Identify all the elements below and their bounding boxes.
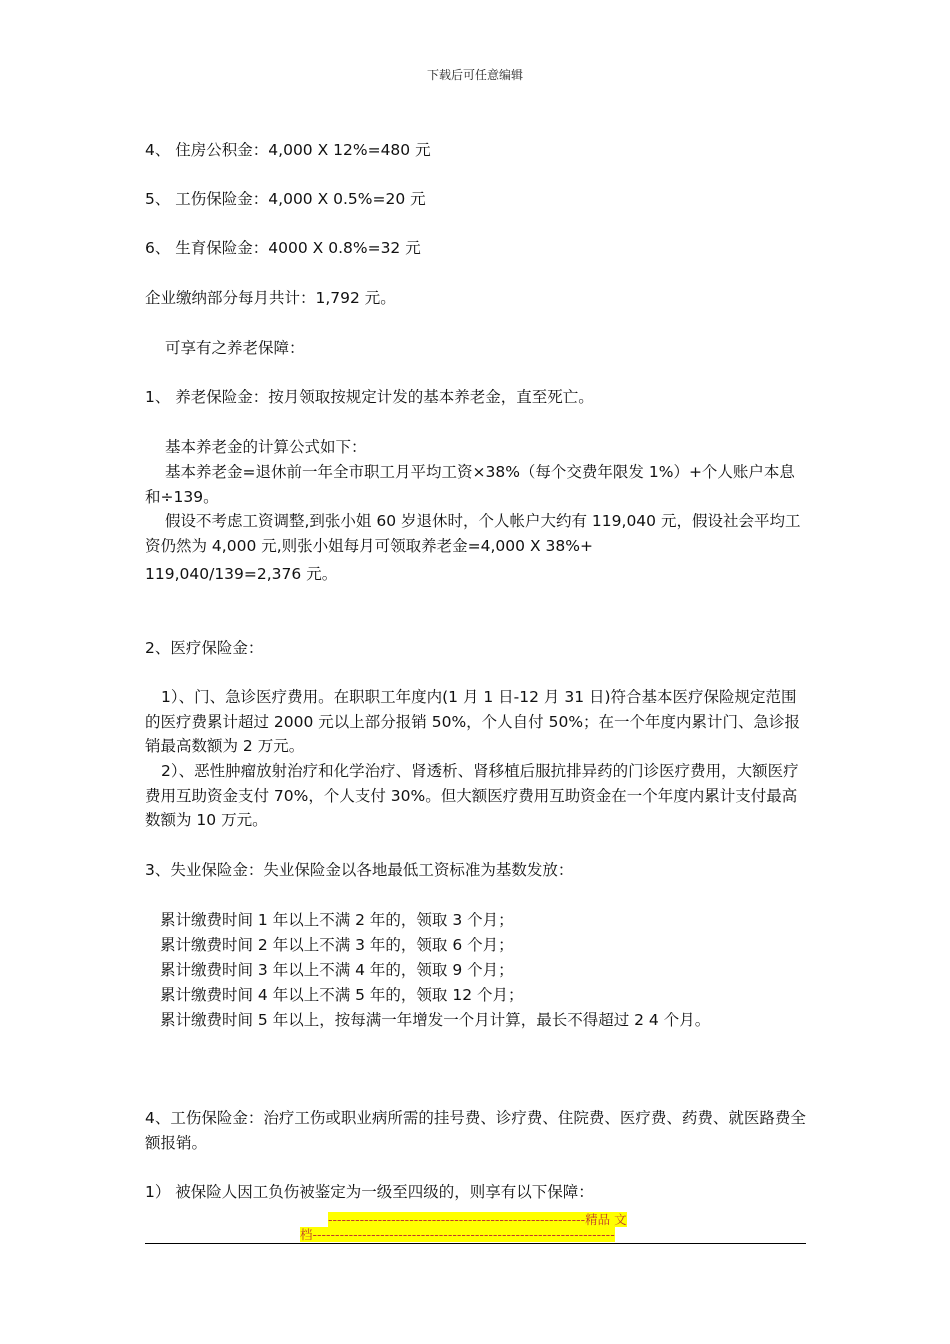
unemployment-row: 累计缴费时间 2 年以上不满 3 年的，领取 6 个月； (160, 936, 514, 954)
item-maternity-insurance: 6、 生育保险金：4000 X 0.8%=32 元 (145, 239, 421, 257)
unemployment-row: 累计缴费时间 4 年以上不满 5 年的，领取 12 个月； (160, 986, 524, 1004)
medical-heading: 2、医疗保险金： (145, 639, 264, 657)
unemployment-row: 累计缴费时间 3 年以上不满 4 年的，领取 9 个月； (160, 961, 514, 979)
page-header: 下载后可任意编辑 (426, 68, 523, 82)
unemployment-row: 累计缴费时间 1 年以上不满 2 年的，领取 3 个月； (160, 911, 514, 929)
formula-text: 基本养老金=退休前一年全市职工月平均工资×38%（每个交费年限发 1%）+个人账户本息和÷139。 (145, 463, 795, 506)
pension-example: 假设不考虑工资调整,到张小姐 60 岁退休时，个人帐户大约有 119,040 元，假设社会平均工资仍然为 4,000 元,则张小姐每月可领取养老金=4,000 X 38%+ (145, 512, 801, 555)
enterprise-total: 企业缴纳部分每月共计：1,792 元。 (145, 289, 396, 307)
medical-item-2: 2）、恶性肿瘤放射治疗和化学治疗、肾透析、肾移植后服抗排异药的门诊医疗费用，大额医疗费用互助资金支付 70%，个人支付 30%。但大额医疗费用互助资金在一个年度内累计支付最高数额为 10 万元。 (145, 762, 799, 829)
pension-result: 119,040/139=2,376 元。 (145, 565, 338, 583)
work-injury-heading: 4、工伤保险金：治疗工伤或职业病所需的挂号费、诊疗费、住院费、医疗费、药费、就医路费全额报销。 (145, 1109, 806, 1152)
formula-intro: 基本养老金的计算公式如下： (165, 438, 367, 456)
footer-watermark (300, 1212, 650, 1242)
footer-line-2: 档------------------------------------------------------------------- (300, 1227, 615, 1242)
pension-heading: 可享有之养老保障： (165, 339, 305, 357)
item-housing-fund: 4、 住房公积金：4,000 X 12%=480 元 (145, 141, 431, 159)
pension-item: 1、 养老保险金：按月领取按规定计发的基本养老金，直至死亡。 (145, 388, 594, 406)
item-injury-insurance: 5、 工伤保险金：4,000 X 0.5%=20 元 (145, 190, 426, 208)
medical-item-1: 1）、门、急诊医疗费用。在职职工年度内(1 月 1 日-12 月 31 日)符合基本医疗保险规定范围的医疗费累计超过 2000 元以上部分报销 50%，个人自付 50%；在一个年度内累计门、急诊报销最高数额为 2 万元。 (145, 688, 801, 755)
unemployment-row: 累计缴费时间 5 年以上，按每满一年增发一个月计算，最长不得超过 2 4 个月。 (160, 1011, 711, 1029)
unemployment-heading: 3、失业保险金：失业保险金以各地最低工资标准为基数发放： (145, 861, 574, 879)
work-injury-item-1: 1） 被保险人因工负伤被鉴定为一级至四级的，则享有以下保障： (145, 1183, 594, 1201)
footer-line-1: ---------------------------------------------------------精品 文 (328, 1212, 627, 1227)
footer-divider (145, 1243, 806, 1244)
